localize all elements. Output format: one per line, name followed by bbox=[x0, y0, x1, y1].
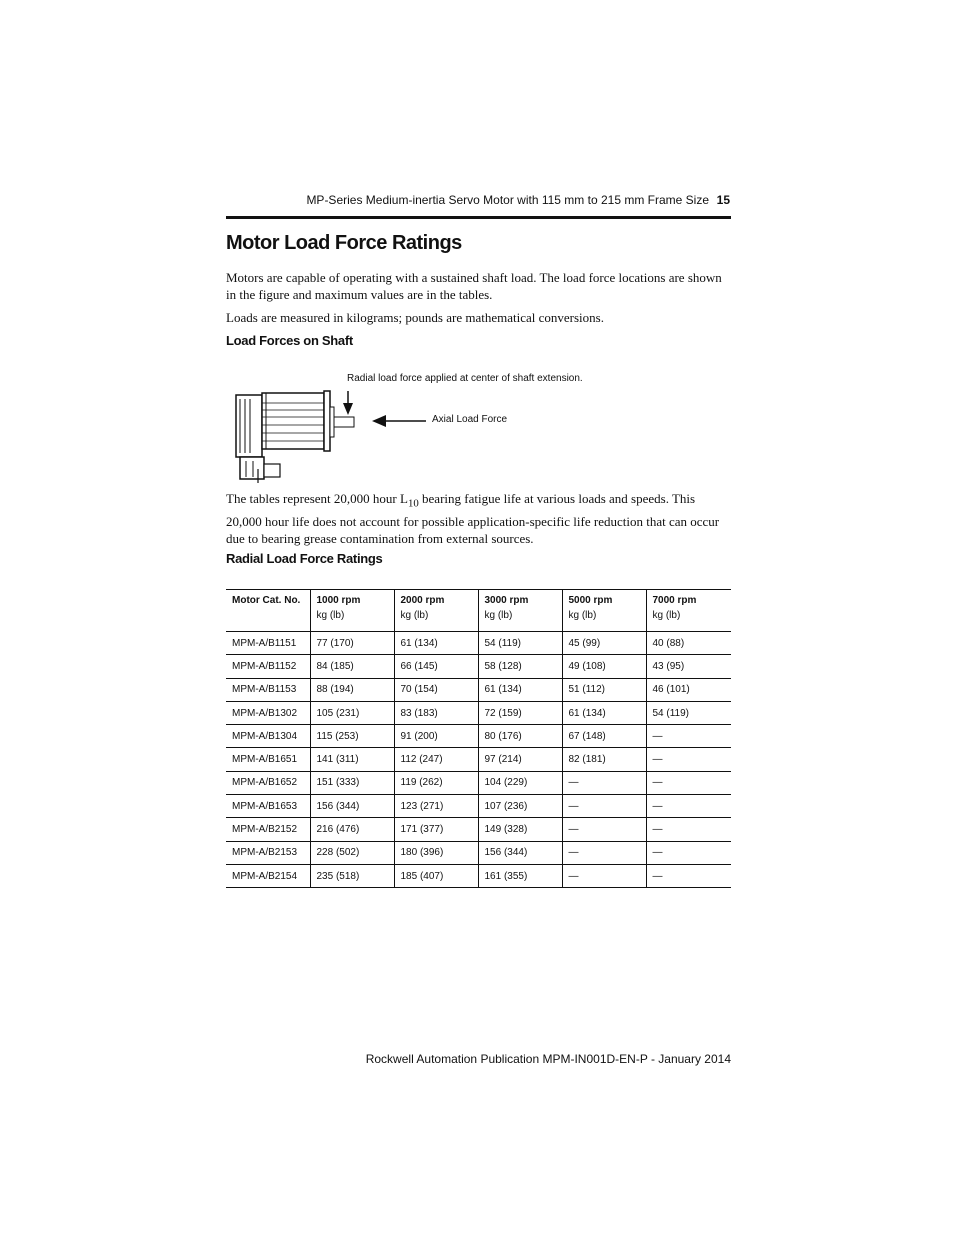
load-value-cell: 112 (247) bbox=[394, 748, 478, 771]
load-value-cell: 77 (170) bbox=[310, 632, 394, 655]
load-value-cell: — bbox=[646, 748, 731, 771]
load-value-cell: — bbox=[646, 771, 731, 794]
load-value-cell: 51 (112) bbox=[562, 678, 646, 701]
load-value-cell: — bbox=[562, 818, 646, 841]
unit-label: kg (lb) bbox=[652, 610, 681, 621]
col-header-motor-label: Motor Cat. No. bbox=[232, 595, 301, 606]
load-value-cell: 70 (154) bbox=[394, 678, 478, 701]
load-value-cell: 91 (200) bbox=[394, 725, 478, 748]
load-value-cell: 216 (476) bbox=[310, 818, 394, 841]
motor-cat-no-cell: MPM-A/B2154 bbox=[226, 864, 310, 887]
load-value-cell: — bbox=[562, 864, 646, 887]
col-header-motor bbox=[226, 590, 310, 632]
load-value-cell: 104 (229) bbox=[478, 771, 562, 794]
unit-label: kg (lb) bbox=[568, 610, 597, 621]
table-row bbox=[226, 795, 731, 818]
publication-footer: Rockwell Automation Publication MPM-IN001D-EN-P - January 2014 bbox=[365, 1052, 731, 1066]
load-value-cell: 161 (355) bbox=[478, 864, 562, 887]
table-row bbox=[226, 655, 731, 678]
table-row bbox=[226, 701, 731, 724]
load-value-cell: 97 (214) bbox=[478, 748, 562, 771]
load-value-cell: 61 (134) bbox=[562, 701, 646, 724]
load-value-cell: 54 (119) bbox=[478, 632, 562, 655]
load-value-cell: 105 (231) bbox=[310, 701, 394, 724]
load-value-cell: 58 (128) bbox=[478, 655, 562, 678]
load-value-cell: 141 (311) bbox=[310, 748, 394, 771]
motor-cat-no-cell: MPM-A/B1151 bbox=[226, 632, 310, 655]
load-value-cell: 156 (344) bbox=[478, 841, 562, 864]
speed-label: 1000 rpm bbox=[316, 595, 361, 606]
load-value-cell: 185 (407) bbox=[394, 864, 478, 887]
load-value-cell: 171 (377) bbox=[394, 818, 478, 841]
col-header-5000rpm bbox=[562, 590, 646, 632]
speed-label: 5000 rpm bbox=[568, 595, 613, 606]
radial-load-table bbox=[226, 589, 731, 888]
intro-paragraph-2: Loads are measured in kilograms; pounds are mathematical conversions. bbox=[226, 310, 604, 325]
bearing-text-end: bearing fatigue life at various loads and speeds. This 20,000 hour life does not account for possible application-specific life reduction that can occur due to bearing grease contamination from external sources. bbox=[226, 491, 720, 546]
col-header-3000rpm bbox=[478, 590, 562, 632]
radial-force-label: Radial load force applied at center of shaft extension. bbox=[347, 373, 583, 384]
col-header-1000rpm bbox=[310, 590, 394, 632]
load-value-cell: 180 (396) bbox=[394, 841, 478, 864]
load-value-cell: 54 (119) bbox=[646, 701, 731, 724]
motor-cat-no-cell: MPM-A/B1304 bbox=[226, 725, 310, 748]
motor-cat-no-cell: MPM-A/B1651 bbox=[226, 748, 310, 771]
table-row bbox=[226, 771, 731, 794]
load-value-cell: 119 (262) bbox=[394, 771, 478, 794]
load-value-cell: — bbox=[646, 864, 731, 887]
unit-label: kg (lb) bbox=[484, 610, 513, 621]
load-value-cell: 67 (148) bbox=[562, 725, 646, 748]
section-title: Motor Load Force Ratings bbox=[226, 232, 462, 254]
table-header-row bbox=[226, 590, 731, 632]
axial-force-label: Axial Load Force bbox=[432, 414, 508, 425]
header-title: MP-Series Medium-inertia Servo Motor with 115 mm to 215 mm Frame Size bbox=[306, 193, 709, 207]
load-value-cell: 115 (253) bbox=[310, 725, 394, 748]
table-row bbox=[226, 678, 731, 701]
bearing-life-paragraph bbox=[226, 490, 731, 547]
motor-cat-no-cell: MPM-A/B2153 bbox=[226, 841, 310, 864]
load-value-cell: 72 (159) bbox=[478, 701, 562, 724]
load-value-cell: 156 (344) bbox=[310, 795, 394, 818]
unit-label: kg (lb) bbox=[316, 610, 345, 621]
running-header bbox=[226, 192, 731, 219]
load-value-cell: 149 (328) bbox=[478, 818, 562, 841]
table-row bbox=[226, 748, 731, 771]
motor-cat-no-cell: MPM-A/B1653 bbox=[226, 795, 310, 818]
load-value-cell: 80 (176) bbox=[478, 725, 562, 748]
load-value-cell: — bbox=[646, 795, 731, 818]
load-value-cell: — bbox=[562, 841, 646, 864]
load-value-cell: 43 (95) bbox=[646, 655, 731, 678]
load-value-cell: 151 (333) bbox=[310, 771, 394, 794]
speed-label: 3000 rpm bbox=[484, 595, 529, 606]
load-value-cell: 46 (101) bbox=[646, 678, 731, 701]
load-value-cell: — bbox=[562, 795, 646, 818]
load-value-cell: 66 (145) bbox=[394, 655, 478, 678]
load-value-cell: 82 (181) bbox=[562, 748, 646, 771]
load-value-cell: 45 (99) bbox=[562, 632, 646, 655]
table-row bbox=[226, 632, 731, 655]
table-heading: Radial Load Force Ratings bbox=[226, 551, 383, 566]
bearing-text-start: The tables represent 20,000 hour L bbox=[226, 491, 408, 506]
load-value-cell: 61 (134) bbox=[478, 678, 562, 701]
motor-cat-no-cell: MPM-A/B1153 bbox=[226, 678, 310, 701]
motor-cat-no-cell: MPM-A/B1302 bbox=[226, 701, 310, 724]
motor-cat-no-cell: MPM-A/B1652 bbox=[226, 771, 310, 794]
load-value-cell: 49 (108) bbox=[562, 655, 646, 678]
load-value-cell: 40 (88) bbox=[646, 632, 731, 655]
load-value-cell: 83 (183) bbox=[394, 701, 478, 724]
speed-label: 2000 rpm bbox=[400, 595, 445, 606]
load-value-cell: 88 (194) bbox=[310, 678, 394, 701]
table-row bbox=[226, 841, 731, 864]
motor-cat-no-cell: MPM-A/B1152 bbox=[226, 655, 310, 678]
load-value-cell: 107 (236) bbox=[478, 795, 562, 818]
load-value-cell: 61 (134) bbox=[394, 632, 478, 655]
page-number: 15 bbox=[716, 193, 730, 207]
load-value-cell: — bbox=[646, 841, 731, 864]
col-header-7000rpm bbox=[646, 590, 731, 632]
table-body bbox=[226, 632, 731, 888]
speed-label: 7000 rpm bbox=[652, 595, 697, 606]
load-value-cell: — bbox=[646, 725, 731, 748]
unit-label: kg (lb) bbox=[400, 610, 429, 621]
table-row bbox=[226, 818, 731, 841]
load-value-cell: — bbox=[646, 818, 731, 841]
table-row bbox=[226, 725, 731, 748]
l10-subscript: 10 bbox=[407, 497, 419, 510]
load-value-cell: 123 (271) bbox=[394, 795, 478, 818]
load-value-cell: — bbox=[562, 771, 646, 794]
figure-heading: Load Forces on Shaft bbox=[226, 333, 353, 348]
load-value-cell: 84 (185) bbox=[310, 655, 394, 678]
table-row bbox=[226, 864, 731, 887]
col-header-2000rpm bbox=[394, 590, 478, 632]
load-value-cell: 228 (502) bbox=[310, 841, 394, 864]
load-value-cell: 235 (518) bbox=[310, 864, 394, 887]
intro-paragraph-1: Motors are capable of operating with a sustained shaft load. The load force locations are shown in the figure and maximum values are in the tables. bbox=[226, 270, 722, 302]
motor-cat-no-cell: MPM-A/B2152 bbox=[226, 818, 310, 841]
